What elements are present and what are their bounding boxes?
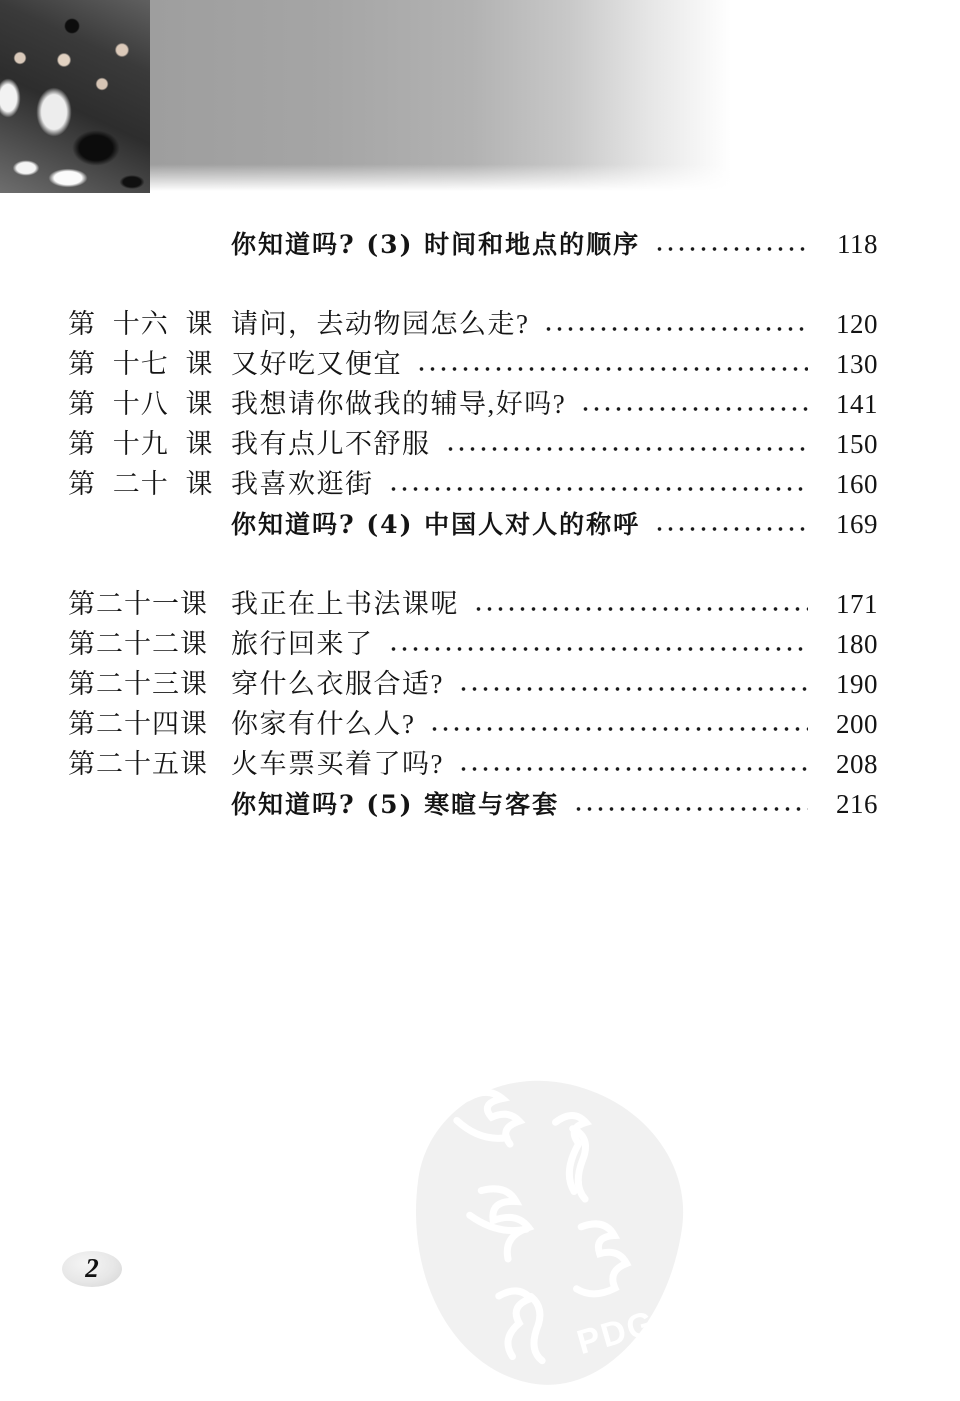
seal-watermark bbox=[392, 1065, 699, 1401]
toc-row bbox=[68, 344, 878, 384]
toc-group bbox=[68, 584, 878, 824]
page-ref: 190 bbox=[836, 669, 878, 699]
page-ref: 150 bbox=[836, 429, 878, 459]
toc bbox=[68, 224, 878, 824]
page-ref: 141 bbox=[836, 389, 878, 419]
lesson-title: 我正在上书法课呢 bbox=[231, 589, 459, 619]
lesson-number: 第二十四课 bbox=[68, 709, 208, 739]
dot-leader bbox=[578, 405, 808, 413]
seal-script-glyphs bbox=[392, 1065, 699, 1401]
dot-leader bbox=[386, 645, 809, 653]
toc-row bbox=[68, 664, 878, 704]
lesson-title: 你知道吗? (5) 寒暄与客套 bbox=[231, 790, 560, 819]
pdg-label: PDG bbox=[573, 1303, 661, 1363]
lesson-title: 请问，去动物园怎么走? bbox=[231, 309, 530, 339]
toc-row bbox=[68, 584, 878, 624]
page-ref: 130 bbox=[836, 349, 878, 379]
lesson-title: 火车票买着了吗? bbox=[231, 749, 444, 779]
lesson-number: 第二十二课 bbox=[68, 629, 208, 659]
lesson-title: 我有点儿不舒服 bbox=[231, 429, 431, 459]
dot-leader bbox=[456, 685, 808, 693]
toc-row bbox=[68, 504, 878, 544]
dot-leader bbox=[471, 605, 808, 613]
page-ref: 118 bbox=[837, 229, 878, 259]
lesson-number: 第二十一课 bbox=[68, 589, 208, 619]
dot-leader bbox=[443, 445, 809, 453]
lesson-number: 第 十六 课 bbox=[68, 309, 214, 339]
page-ref: 200 bbox=[836, 709, 878, 739]
lesson-number: 第 二十 课 bbox=[68, 469, 214, 499]
dot-leader bbox=[652, 525, 808, 533]
dot-leader bbox=[414, 365, 808, 373]
toc-group bbox=[68, 224, 878, 264]
toc-row bbox=[68, 424, 878, 464]
page-ref: 169 bbox=[836, 509, 878, 539]
toc-row bbox=[68, 704, 878, 744]
page-ref: 120 bbox=[836, 309, 878, 339]
toc-row bbox=[68, 744, 878, 784]
lesson-title: 我喜欢逛街 bbox=[231, 469, 374, 499]
lesson-title: 你知道吗? (4) 中国人对人的称呼 bbox=[231, 510, 641, 539]
lesson-number: 第 十八 课 bbox=[68, 389, 214, 419]
dot-leader bbox=[427, 725, 808, 733]
toc-group bbox=[68, 304, 878, 544]
dot-leader bbox=[652, 245, 808, 253]
page-ref: 208 bbox=[836, 749, 878, 779]
toc-row bbox=[68, 304, 878, 344]
lesson-title: 你家有什么人? bbox=[231, 709, 416, 739]
dot-leader bbox=[456, 765, 808, 773]
toc-row bbox=[68, 784, 878, 824]
lesson-number: 第 十七 课 bbox=[68, 349, 214, 379]
lesson-title: 你知道吗? (3) 时间和地点的顺序 bbox=[231, 230, 641, 259]
page-ref: 180 bbox=[836, 629, 878, 659]
page-ref: 171 bbox=[836, 589, 878, 619]
lesson-number: 第二十三课 bbox=[68, 669, 208, 699]
page-ref: 216 bbox=[836, 789, 878, 819]
lesson-title: 旅行回来了 bbox=[231, 629, 374, 659]
dot-leader bbox=[571, 805, 808, 813]
lesson-number: 第 十九 课 bbox=[68, 429, 214, 459]
lesson-title: 又好吃又便宜 bbox=[231, 349, 402, 379]
lesson-title: 我想请你做我的辅导,好吗? bbox=[231, 389, 567, 419]
toc-row bbox=[68, 464, 878, 504]
dot-leader bbox=[386, 485, 809, 493]
lesson-number: 第二十五课 bbox=[68, 749, 208, 779]
page-number: 2 bbox=[85, 1252, 99, 1283]
toc-row bbox=[68, 224, 878, 264]
toc-row bbox=[68, 384, 878, 424]
dot-leader bbox=[541, 325, 808, 333]
lesson-title: 穿什么衣服合适? bbox=[231, 669, 444, 699]
toc-row bbox=[68, 624, 878, 664]
students-photo bbox=[0, 0, 150, 193]
page-ref: 160 bbox=[836, 469, 878, 499]
page-number-badge bbox=[62, 1251, 122, 1287]
